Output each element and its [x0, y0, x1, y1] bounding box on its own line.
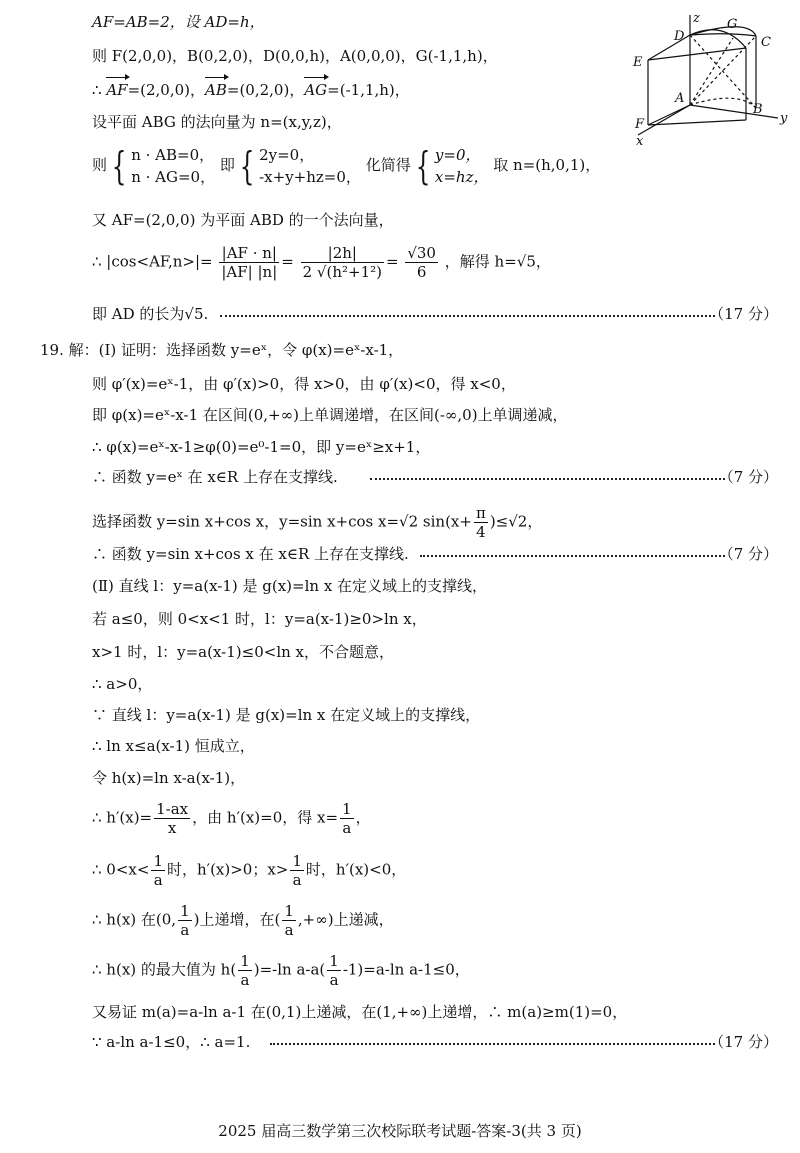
- text-line-13: ∴ 函数 y=eˣ 在 x∈R 上存在支撑线.: [92, 468, 338, 486]
- axis-y-label: y: [780, 111, 788, 126]
- text-line-8: 即 AD 的长为√5.: [92, 305, 209, 323]
- score-17-a: （17 分）: [709, 305, 778, 323]
- text-line-21: ∴ ln x≤a(x-1) 恒成立，: [92, 737, 255, 755]
- text-line-17: 若 a≤0，则 0<x<1 时，l：y=a(x-1)≥0>ln x，: [92, 610, 427, 628]
- text-line-18: x>1 时，l：y=a(x-1)≤0<ln x，不合题意，: [92, 643, 395, 661]
- point-D-label: D: [674, 29, 685, 44]
- text-line-2: 则 F(2,0,0)，B(0,2,0)，D(0,0,h)，A(0,0,0)，G(-1,1,h)，: [92, 47, 498, 65]
- text-line-1: AF=AB=2，设 AD=h，: [92, 13, 265, 31]
- point-E-label: E: [633, 55, 643, 70]
- text-line-20: ∵ 直线 l：y=a(x-1) 是 g(x)=ln x 在定义域上的支撑线，: [92, 706, 481, 724]
- text-line-25: ∴ h(x) 在(0, $\frac{1}{a}$ )上递增，在( $\frac{1}{a}$ ,+∞)上递减，: [92, 902, 394, 939]
- text-line-24: ∴ 0<x< $\frac{1}{a}$ 时，h′(x)>0；x> $\frac{1}{a}$ 时，h′(x)<0，: [92, 852, 407, 889]
- geometry-figure: [628, 10, 793, 150]
- point-A-label: A: [675, 91, 685, 106]
- dot-leader: [420, 555, 725, 557]
- axis-z-label: z: [693, 11, 700, 26]
- text-line-27: 又易证 m(a)=a-ln a-1 在(0,1)上递减，在(1,+∞)上递增，∴ m(a)≥m(1)=0，: [92, 1003, 628, 1021]
- dot-leader: [270, 1043, 715, 1045]
- text-line-22: 令 h(x)=ln x-a(x-1)，: [92, 769, 246, 787]
- point-C-label: C: [761, 35, 771, 50]
- text-line-3: ∴ AF=(2,0,0)，AB=(0,2,0)，AG=(-1,1,h)，: [92, 81, 410, 99]
- point-F-label: F: [635, 117, 645, 132]
- text-line-28: ∵ a-ln a-1≤0，∴ a=1.: [92, 1033, 251, 1051]
- score-7-b: （7 分）: [718, 545, 778, 563]
- dot-leader: [220, 315, 715, 317]
- text-line-14: 选择函数 y=sin x+cos x，y=sin x+cos x=√2 sin(x+ $\frac{\pi}{4}$ )≤√2，: [92, 504, 543, 541]
- text-line-23: ∴ h′(x)= $\frac{1-ax}{x}$ ，由 h′(x)=0，得 x= $\frac{1}{a}$ ，: [92, 800, 371, 837]
- equation-system-line: 则 { n · AB=0， n · AG=0， 即 { 2y=0， -x+y+hz=0， 化简得 { y=0， x=hz， 取 n=(h,0,1)，: [92, 144, 601, 188]
- text-line-6: 又 AF=(2,0,0) 为平面 ABD 的一个法向量，: [92, 211, 394, 229]
- text-line-10: 则 φ′(x)=eˣ-1，由 φ′(x)>0，得 x>0，由 φ′(x)<0，得 x<0，: [92, 375, 516, 393]
- text-line-12: ∴ φ(x)=eˣ-x-1≥φ(0)=e⁰-1=0，即 y=eˣ≥x+1，: [92, 438, 431, 456]
- axis-x-label: x: [636, 134, 644, 149]
- text-line-26: ∴ h(x) 的最大值为 h( $\frac{1}{a}$ )=-ln a-a( $\frac{1}{a}$ -1)=a-ln a-1≤0，: [92, 952, 470, 989]
- point-B-label: B: [753, 102, 763, 117]
- score-17-b: （17 分）: [709, 1033, 778, 1051]
- cosine-formula-line: ∴ |cos<AF,n>|= $\frac{|AF \cdot n|}{|AF| |n|}$ = $\frac{|2h|}{\text{2 √(h²+1²)}}$ = $\frac{√30}{6}$ ，解得 h=√5，: [92, 244, 551, 281]
- dot-leader: [370, 478, 725, 480]
- text-line-19: ∴ a>0，: [92, 675, 153, 693]
- text-line-15: ∴ 函数 y=sin x+cos x 在 x∈R 上存在支撑线.: [92, 545, 409, 563]
- text-line-11: 即 φ(x)=eˣ-x-1 在区间(0,+∞)上单调递增，在区间(-∞,0)上单调递减，: [92, 406, 568, 424]
- point-G-label: G: [727, 17, 738, 32]
- score-7-a: （7 分）: [718, 468, 778, 486]
- text-line-16: (Ⅱ) 直线 l：y=a(x-1) 是 g(x)=ln x 在定义域上的支撑线，: [92, 577, 488, 595]
- text-line-4: 设平面 ABG 的法向量为 n=(x,y,z)，: [92, 113, 342, 131]
- problem-19-heading: 19. 解：(Ⅰ) 证明：选择函数 y=eˣ，令 φ(x)=eˣ-x-1，: [40, 341, 404, 359]
- page-footer: 2025 届高三数学第三次校际联考试题-答案-3(共 3 页): [218, 1122, 582, 1140]
